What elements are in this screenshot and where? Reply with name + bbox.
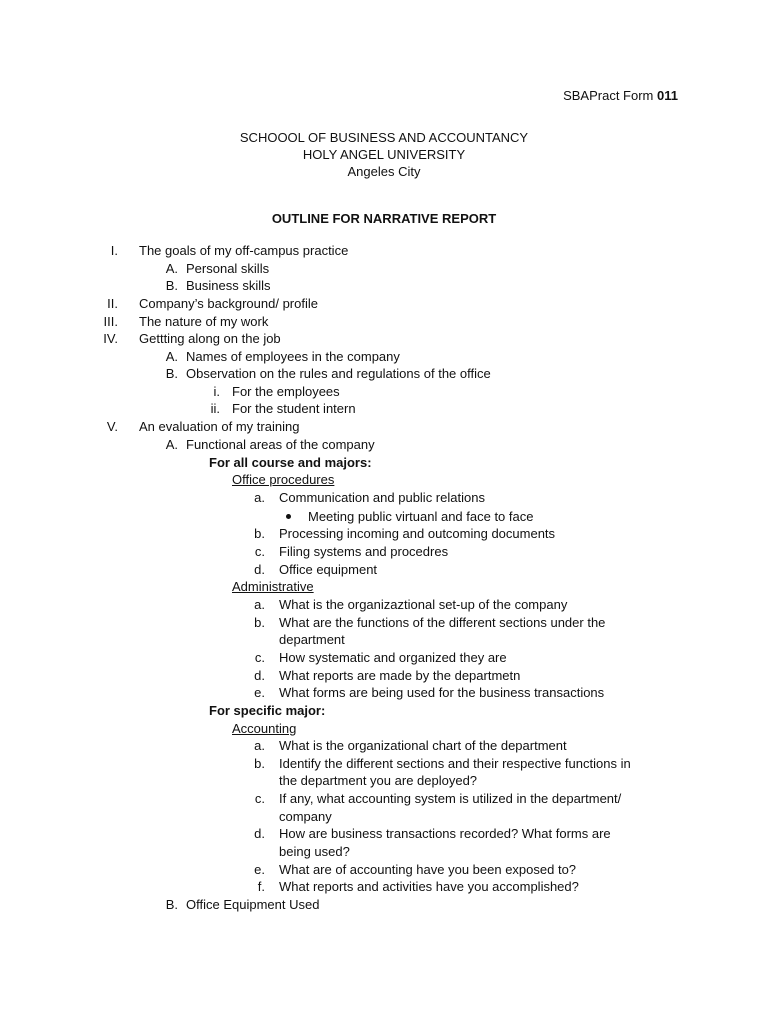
list-item: What is the organizational chart of the department bbox=[279, 738, 567, 753]
form-label-prefix: SBAPract Form bbox=[563, 88, 658, 103]
form-number: 011 bbox=[657, 88, 678, 103]
list-item: How are business transactions recorded? What forms are bbox=[279, 826, 611, 841]
outline-item: An evaluation of my training bbox=[139, 419, 300, 434]
outline-sub-item: Observation on the rules and regulations of the office bbox=[186, 366, 491, 381]
school-name: SCHOOOL OF BUSINESS AND ACCOUNTANCY bbox=[239, 130, 529, 145]
list-letter: e. bbox=[254, 685, 265, 700]
list-item: What forms are being used for the business transactions bbox=[279, 685, 605, 700]
outline-roman-sub: ii. bbox=[210, 401, 220, 416]
list-letter: c. bbox=[254, 791, 265, 806]
subsection-heading: Accounting bbox=[232, 721, 297, 736]
list-letter: b. bbox=[254, 526, 265, 541]
outline-numeral: I. bbox=[110, 243, 118, 258]
list-item: Filing systems and procedres bbox=[279, 544, 449, 559]
list-letter: b. bbox=[254, 756, 265, 771]
outline-sub-letter: B. bbox=[165, 278, 178, 293]
outline-sub-item: Names of employees in the company bbox=[186, 349, 400, 364]
form-label bbox=[563, 88, 678, 104]
subsection-heading: Administrative bbox=[232, 579, 314, 594]
outline-sub-letter: B. bbox=[165, 897, 178, 912]
outline-sub-letter: A. bbox=[165, 437, 178, 452]
list-letter: b. bbox=[254, 615, 265, 630]
outline-roman-item: For the student intern bbox=[232, 401, 356, 416]
list-item: Communication and public relations bbox=[279, 490, 485, 505]
outline-item: Company’s background/ profile bbox=[139, 296, 318, 311]
bullet-item: Meeting public virtuanl and face to face bbox=[308, 509, 534, 524]
bullet-icon bbox=[286, 514, 291, 519]
outline-sub-item: Office Equipment Used bbox=[186, 897, 320, 912]
list-item: What are of accounting have you been exposed to? bbox=[279, 862, 577, 877]
outline-sub-item: Business skills bbox=[186, 278, 271, 293]
list-letter: a. bbox=[254, 490, 265, 505]
university-name: HOLY ANGEL UNIVERSITY bbox=[302, 147, 466, 162]
list-item: Identify the different sections and their respective functions in bbox=[279, 756, 631, 771]
outline-sub-letter: A. bbox=[165, 349, 178, 364]
list-letter: e. bbox=[254, 862, 265, 877]
list-item: What reports and activities have you accomplished? bbox=[279, 879, 579, 894]
list-letter: d. bbox=[254, 668, 265, 683]
list-item-continuation: being used? bbox=[279, 844, 350, 859]
outline-numeral: II. bbox=[107, 296, 118, 311]
list-letter: a. bbox=[254, 597, 265, 612]
outline-item: Gettting along on the job bbox=[139, 331, 281, 346]
list-letter: d. bbox=[254, 826, 265, 841]
list-letter: a. bbox=[254, 738, 265, 753]
list-item: What is the organizaztional set-up of the company bbox=[279, 597, 568, 612]
list-item: How systematic and organized they are bbox=[279, 650, 507, 665]
list-item: Office equipment bbox=[279, 562, 378, 577]
list-letter: f. bbox=[257, 879, 265, 894]
outline-roman-item: For the employees bbox=[232, 384, 340, 399]
outline-roman-sub: i. bbox=[213, 384, 220, 399]
list-item: Processing incoming and outcoming documents bbox=[279, 526, 556, 541]
outline-item: The goals of my off-campus practice bbox=[139, 243, 349, 258]
page-title: OUTLINE FOR NARRATIVE REPORT bbox=[271, 211, 497, 226]
list-letter: d. bbox=[254, 562, 265, 577]
list-item-continuation: company bbox=[279, 809, 332, 824]
list-item: What reports are made by the departmetn bbox=[279, 668, 521, 683]
outline-sub-item: Functional areas of the company bbox=[186, 437, 375, 452]
list-item-continuation: department bbox=[279, 632, 345, 647]
list-item: What are the functions of the different sections under the bbox=[279, 615, 606, 630]
list-item: If any, what accounting system is utilized in the department/ bbox=[279, 791, 622, 806]
list-item-continuation: the department you are deployed? bbox=[279, 773, 478, 788]
city-name: Angeles City bbox=[347, 164, 421, 179]
outline-sub-item: Personal skills bbox=[186, 261, 270, 276]
outline-numeral: V. bbox=[106, 419, 118, 434]
list-letter: c. bbox=[254, 650, 265, 665]
outline-item: The nature of my work bbox=[139, 314, 269, 329]
outline-sub-letter: B. bbox=[165, 366, 178, 381]
section-heading: For specific major: bbox=[209, 703, 326, 718]
outline-numeral: IV. bbox=[103, 331, 118, 346]
outline-numeral: III. bbox=[103, 314, 118, 329]
list-letter: c. bbox=[254, 544, 265, 559]
section-heading: For all course and majors: bbox=[209, 455, 372, 470]
outline-sub-letter: A. bbox=[165, 261, 178, 276]
subsection-heading: Office procedures bbox=[232, 472, 335, 487]
